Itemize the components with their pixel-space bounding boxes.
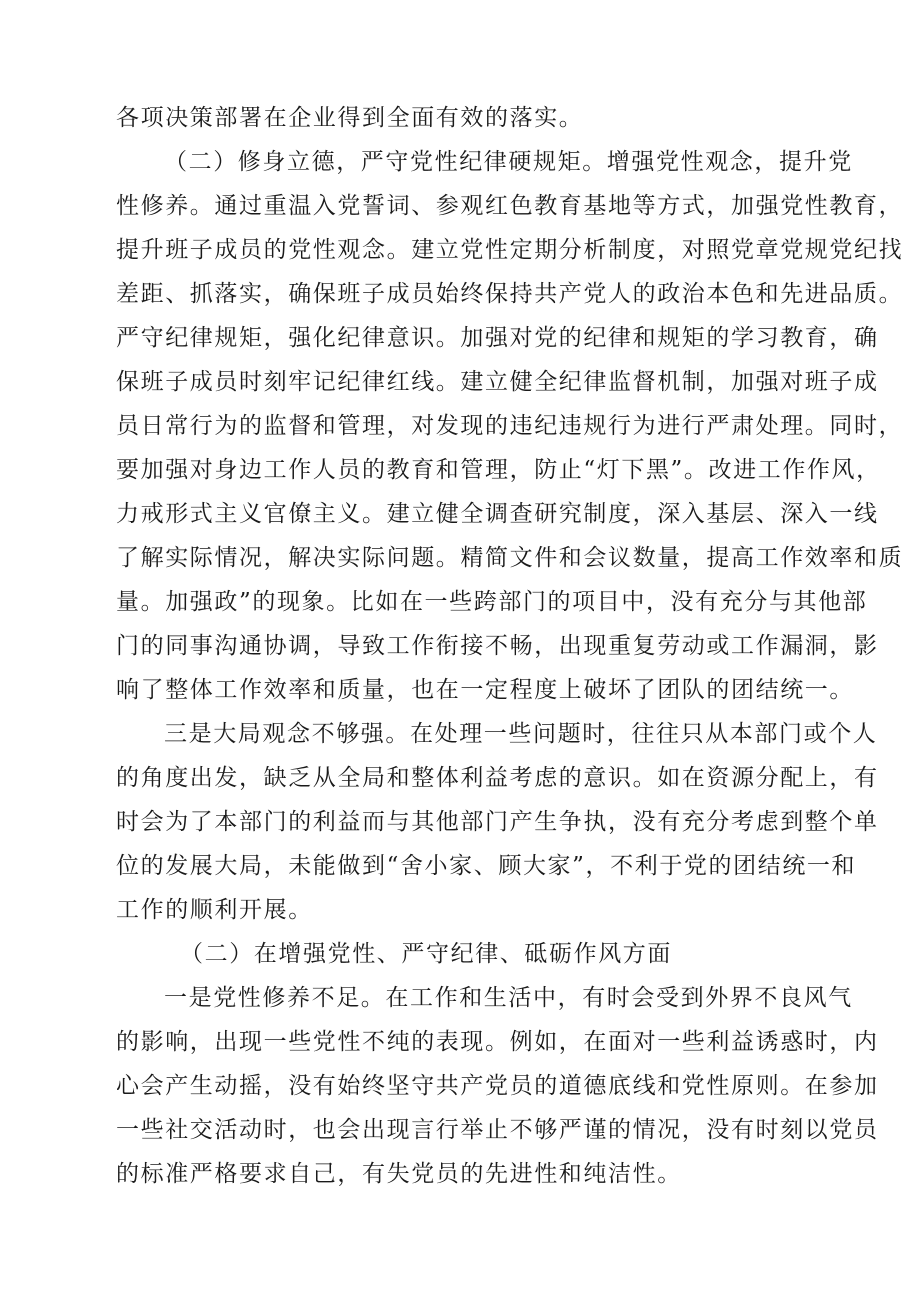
text-line-25: 的标准严格要求自己，有失党员的先进性和纯洁性。 [116, 1161, 682, 1187]
text-line-6: 严守纪律规矩，强化纪律意识。加强对党的纪律和规矩的学习教育，确 [116, 325, 879, 351]
text-line-11: 了解实际情况，解决实际问题。精简文件和会议数量，提高工作效率和质 [116, 545, 904, 571]
text-line-16: 的角度出发，缺乏从全局和整体利益考虑的意识。如在资源分配上，有 [116, 765, 879, 791]
section-heading-line: （二）修身立德，严守党性纪律硬规矩。增强党性观念，提升党 [164, 149, 853, 175]
text-line-4: 提升班子成员的党性观念。建立党性定期分析制度，对照党章党规党纪找 [116, 237, 904, 263]
text-line-23: 心会产生动摇，没有始终坚守共产党员的道德底线和党性原则。在参加 [116, 1073, 879, 1099]
text-line-14: 响了整体工作效率和质量，也在一定程度上破坏了团队的团结统一。 [116, 677, 854, 703]
text-line-24: 一些社交活动时，也会出现言行举止不够严谨的情况，没有时刻以党员 [116, 1117, 879, 1143]
paragraph-start-line: 一是党性修养不足。在工作和生活中，有时会受到外界不良风气 [164, 985, 853, 1011]
text-line-1: 各项决策部署在企业得到全面有效的落实。 [116, 105, 584, 131]
text-line-10: 力戒形式主义官僚主义。建立健全调查研究制度，深入基层、深入一线 [116, 501, 879, 527]
text-line-12: 量。加强政”的现象。比如在一些跨部门的项目中，没有充分与其他部 [116, 589, 868, 615]
text-line-18: 位的发展大局，未能做到“舍小家、顾大家”，不利于党的团结统一和 [116, 853, 857, 879]
text-line-17: 时会为了本部门的利益而与其他部门产生争执，没有充分考虑到整个单 [116, 809, 879, 835]
text-line-22: 的影响，出现一些党性不纯的表现。例如，在面对一些利益诱惑时，内 [116, 1029, 879, 1055]
text-line-9: 要加强对身边工作人员的教育和管理，防止“灯下黑”。改进工作作风， [116, 457, 881, 483]
section-heading: （二）在增强党性、严守纪律、砥砺作风方面 [180, 941, 672, 967]
paragraph-start-line: 三是大局观念不够强。在处理一些问题时，往往只从本部门或个人 [164, 721, 878, 747]
text-line-13: 门的同事沟通协调，导致工作衔接不畅，出现重复劳动或工作漏洞，影 [116, 633, 879, 659]
text-line-8: 员日常行为的监督和管理，对发现的违纪违规行为进行严肃处理。同时， [116, 413, 904, 439]
text-line-5: 差距、抓落实，确保班子成员始终保持共产党人的政治本色和先进品质。 [116, 281, 904, 307]
text-line-3: 性修养。通过重温入党誓词、参观红色教育基地等方式，加强党性教育， [116, 193, 904, 219]
text-line-19: 工作的顺利开展。 [116, 897, 313, 923]
text-line-7: 保班子成员时刻牢记纪律红线。建立健全纪律监督机制，加强对班子成 [116, 369, 879, 395]
